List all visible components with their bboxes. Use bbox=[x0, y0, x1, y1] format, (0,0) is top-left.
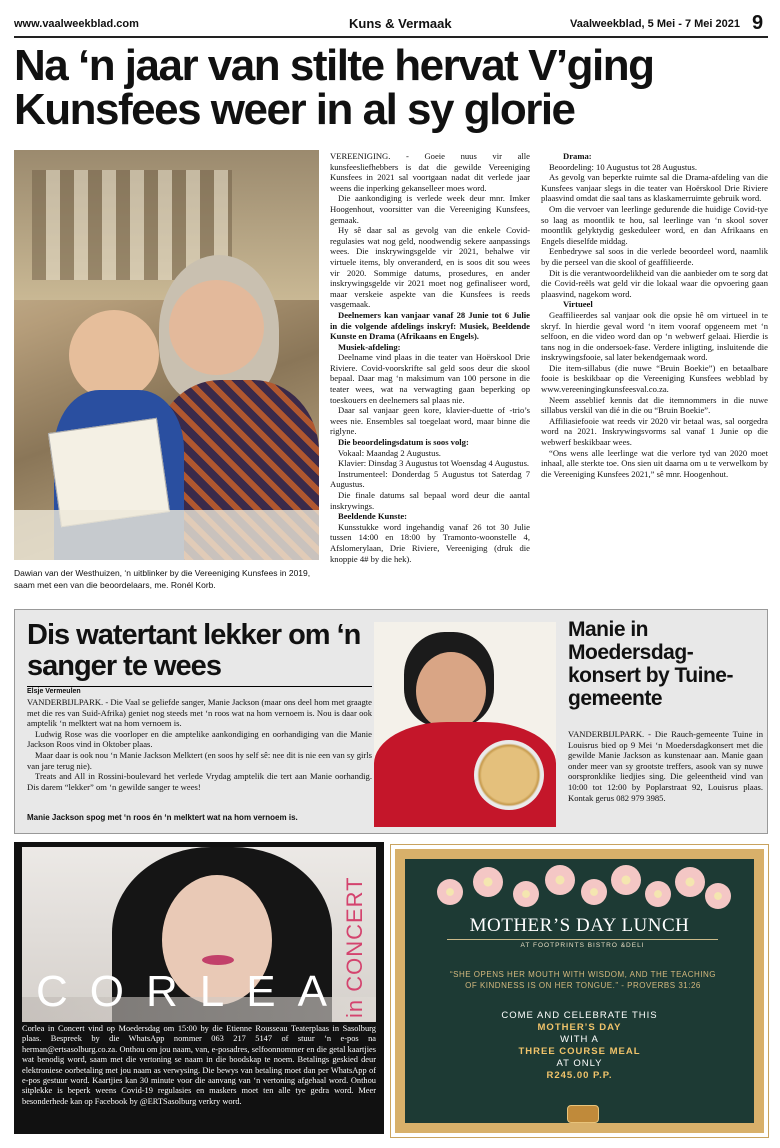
main-photo-caption: Dawian van der Westhuizen, ‘n uitblinker by die Vereeniging Kunsfees in 2019, saam met een van die beoordelaars, me. Ronél Korb. bbox=[14, 568, 311, 590]
ad-quote: “SHE OPENS HER MOUTH WITH WISDOM, AND THE TEACHING OF KINDNESS IS ON HER TONGUE.” - PROVERBS 31:26 bbox=[449, 970, 717, 990]
manie-side-headline: Manie in Moedersdag-konsert by Tuine-gemeente bbox=[568, 618, 733, 710]
flower-icon bbox=[545, 865, 575, 895]
ad-inner-panel bbox=[405, 859, 754, 1123]
ad-line1: COME AND CELEBRATE THIS bbox=[501, 1010, 658, 1021]
paragraph: As gevolg van beperkte ruimte sal die Drama-afdeling van die Kunsfees vanjaar slegs in die teater van Hoërskool Drie Riviere plaasvind omdat die saal tans as klaskamerruimte gebruik word. bbox=[541, 172, 768, 204]
page-number: 9 bbox=[752, 12, 764, 34]
subheading: Musiek-afdeling: bbox=[338, 341, 401, 352]
issue-date: Vaalweekblad, 5 Mei - 7 Mei 2021 bbox=[570, 18, 740, 30]
manie-caption: Manie Jackson spog met ‘n roos én ‘n melktert wat na hom vernoem is. bbox=[27, 813, 298, 822]
paragraph: Beoordeling: 10 Augustus tot 28 Augustus. bbox=[549, 161, 698, 172]
paragraph: Die item-sillabus (die nuwe “Bruin Boekie”) en betaalbare fooie is beskikbaar op die Vereeniging Kunsfees webblad by www.vereeningingkunsfeesval.co.za. bbox=[541, 362, 768, 395]
corlea-vertical-text: in CONCERT bbox=[342, 876, 367, 1018]
paragraph: Geaffilieerdes sal vanjaar ook die opsie hê om virtueel in te skryf. In hierdie geval word ‘n item vooraf opgeneem met ‘n selfoon, en die video word dan op ‘n webwerf gelaai. Hierdie is tans nog in die ondersoek-fase. Verdere inligting, insluitende die inskrywingsfooie, sal later bekendgemaak word. bbox=[541, 309, 768, 363]
header-rule bbox=[14, 36, 768, 38]
manie-photo bbox=[374, 622, 556, 827]
paragraph: Deelname vind plaas in die teater van Hoërskool Drie Riviere. Covid-voorskrifte sal geld soos deur die skool bepaal. Daar mag ‘n maksimum van 100 persone in die teater wees, wat na verwagting gaan beperking op toeskouers en deelnemers sal plaas nie. bbox=[330, 352, 530, 405]
paragraph: Vokaal: Maandag 2 Augustus. bbox=[338, 447, 441, 458]
paragraph: VANDERBIJLPARK. - Die Vaal se geliefde sanger, Manie Jackson (maar ons deel hom met graagte met die res van Suid-Afrika) geniet nog steeds met ‘n roos wat na hom vernoem is. Nou is daar ook amptelik ‘n melktert wat na hom vernoem is. bbox=[27, 697, 372, 729]
ad-line3: WITH A bbox=[560, 1034, 599, 1045]
main-story-col2 bbox=[541, 151, 768, 479]
paragraph: Deelnemers kan vanjaar vanaf 28 Junie tot 6 Julie in die volgende afdelings inskryf: Musiek, Beeldende Kunste en Drama (Afrikaans en Engels). bbox=[330, 309, 530, 342]
page-header bbox=[14, 12, 768, 36]
corlea-photo bbox=[22, 847, 376, 1022]
paragraph: Ludwig Rose was die voorloper en die amptelike aankondiging en oorhandiging van die Manie Jackson Roos vind in Oktober plaas. bbox=[27, 728, 372, 750]
subheading: Die beoordelingsdatum is soos volg: bbox=[338, 437, 469, 448]
paragraph: Neem asseblief kennis dat die itemnommers in die nuwe sillabus verskil van dié in die ou “Bruin Boekie”. bbox=[541, 394, 768, 416]
ad-price: R245.00 P.P. bbox=[546, 1070, 613, 1081]
flower-icon bbox=[473, 867, 503, 897]
manie-story-box bbox=[14, 609, 768, 834]
main-headline: Na ‘n jaar van stilte hervat V’ging Kunsfees weer in al sy glorie bbox=[14, 41, 654, 134]
section-title: Kuns & Vermaak bbox=[349, 16, 452, 31]
ad-line4: THREE COURSE MEAL bbox=[518, 1046, 641, 1057]
mothers-day-ad bbox=[391, 845, 768, 1137]
manie-side-body: VANDERBIJLPARK. - Die Rauch-gemeente Tuine in Louisrus bied op 9 Mei ‘n Moedersdagkonsert met die gewilde Manie Jackson as kunstenaar aan. Manie gaan onder meer van sy grootste treffers, asook van sy nuwe oorspronklike liedjies sing. Die geleentheid vind van 10:00 tot 12:00 by Poplarstraat 92, Louisrus plaas. Kontak gerus 082 979 3985. bbox=[568, 729, 763, 803]
paragraph: Dit is die verantwoordelikheid van die aanbieder om te sorg dat die Covid-reëls wat geld vir die lokaal waar die opvoering gaan plaasvind, nagekom word. bbox=[541, 267, 768, 299]
paragraph: Instrumenteel: Donderdag 5 Augustus tot Saterdag 7 Augustus. bbox=[330, 468, 530, 490]
main-story-col1 bbox=[330, 151, 530, 564]
ad-title: MOTHER’S DAY LUNCH bbox=[469, 915, 690, 936]
manie-byline: Elsje Vermeulen bbox=[27, 686, 372, 695]
paragraph: Hy sê daar sal as gevolg van die enkele Covid-regulasies wat nog geld, noodwendig sekere aanpassings wees. Die inskrywingsgelde vir 2021, behalwe vir virtuele items, bly onveranderd, en is soos dit sou wees vir 2020. Sommige datums, prosedures, en ander inskrywingsgelde vir 2021 moet nog gefinaliseer word, maar verskeie aspekte van die Kunsfees is reeds vasgemaak. bbox=[330, 225, 530, 310]
paragraph: VEREENIGING. - Goeie nuus vir alle kunsfeesliefhebbers is dat die gewilde Vereeniging Kunsfees in 2021 sal voortgaan nadat dit verlede jaar weens die inperking gekanselleer moes word. bbox=[330, 151, 530, 193]
subheading: Beeldende Kunste: bbox=[338, 511, 407, 522]
footprints-logo bbox=[567, 1105, 599, 1123]
site-url[interactable]: www.vaalweekblad.com bbox=[14, 18, 139, 30]
kunsfees-photo bbox=[14, 150, 319, 560]
ad-line5: AT ONLY bbox=[556, 1058, 603, 1069]
ad-subtitle: AT FOOTPRINTS BISTRO &DELI bbox=[447, 939, 718, 949]
ad-line2: MOTHER’S DAY bbox=[537, 1022, 622, 1033]
corlea-box bbox=[14, 842, 384, 1134]
paragraph: Affiliasiefooie wat reeds vir 2020 vir betaal was, sal oorgedra word na 2021. Inskrywingsvorms sal vanaf 1 Junie op die webwerf beskikbaar wees. bbox=[541, 415, 768, 448]
paragraph: Maar daar is ook nou ‘n Manie Jackson Melktert (en soos hy self sê: nee dit is nie een van sy girls van jare terug nie). bbox=[27, 749, 372, 771]
manie-headline: Dis watertant lekker om ‘n sanger te wees bbox=[27, 619, 361, 682]
corlea-body: Corlea in Concert vind op Moedersdag om 15:00 by die Etienne Rousseau Teaterplaas in Sasolburg plaas. Bespreek by die WhatsApp nommer 063 217 5147 of stuur ‘n e-pos na herman@ertsasolburg.co.za. Onthou om jou naam, van, e-posadres, selfoonnommer en die getal kaartjies wat benodig word, saam met die vertoning se naam in die boodskap te noem. Betalings geskied deur elektroniese oorbetaling met jou naam as verwysing. Die bewys van betaling moet dan per WhatsApp of e-pos gestuur word. Kaartjies kan 30 minute voor die aanvang van ‘n vertoning afgehaal word. Onthou sitplekke is beperk weens Covid-19 regulasies en maskers moet ten alle tye gedra word. Meer besonderhede kan op Facebook by @ERTSasolburg verkry word. bbox=[22, 1024, 376, 1106]
subheading: Virtueel bbox=[563, 299, 593, 310]
flower-icon bbox=[611, 865, 641, 895]
paragraph: Eenbedrywe sal soos in die verlede beoordeel word, naamlik by die perseel van die skool of geaffilieerde. bbox=[541, 246, 768, 267]
flower-icon bbox=[645, 881, 671, 907]
manie-body bbox=[27, 697, 372, 792]
flower-icon bbox=[675, 867, 705, 897]
paragraph: “Ons wens alle leerlinge wat die verlore tyd van 2020 moet inhaal, alle sterkte toe. Ons sien uit daarna om u te verwelkom by die Vereeniging Kunsfees 2021,” sê mnr. Hoogenhout. bbox=[541, 447, 768, 479]
flower-icon bbox=[437, 879, 463, 905]
flower-icon bbox=[581, 879, 607, 905]
paragraph: Die finale datums sal bepaal word deur die aantal inskrywings. bbox=[330, 490, 530, 511]
subheading: Drama: bbox=[563, 151, 592, 161]
flower-icon bbox=[705, 883, 731, 909]
paragraph: Klavier: Dinsdag 3 Augustus tot Woensdag 4 Augustus. bbox=[338, 458, 530, 469]
paragraph: Daar sal vanjaar geen kore, klavier-duette of -trio’s wees nie. Ensembles sal toegelaat word, maar binne die riglyne. bbox=[330, 405, 530, 437]
paragraph: Om die vervoer van leerlinge gedurende die huidige Covid-tye so laag as moontlik te hou, sal leerlinge van ‘n skool sover moontlik gelyktydig geskeduleer word, en dan Afrikaans en Engels dieselfde middag. bbox=[541, 203, 768, 246]
corlea-name-overlay: CORLEA bbox=[36, 967, 349, 1016]
flower-icon bbox=[513, 881, 539, 907]
paragraph: Die aankondiging is verlede week deur mnr. Imker Hoogenhout, voorsitter van die Vereeniging Kunsfees, gemaak. bbox=[330, 193, 530, 225]
paragraph: Kunsstukke word ingehandig vanaf 26 tot 30 Julie tussen 14:00 en 18:00 by Tramonto-woonstelle 4, Afslomerylaan, Drie Riviere, Vereeniging (druk die knoppie 4# by die hek). bbox=[330, 521, 530, 564]
paragraph: Treats and All in Rossini-boulevard het verlede Vrydag amptelik die tert aan Manie oorhandig. Dis darem “lekker” om ‘n gewilde sanger te wees! bbox=[27, 771, 372, 792]
